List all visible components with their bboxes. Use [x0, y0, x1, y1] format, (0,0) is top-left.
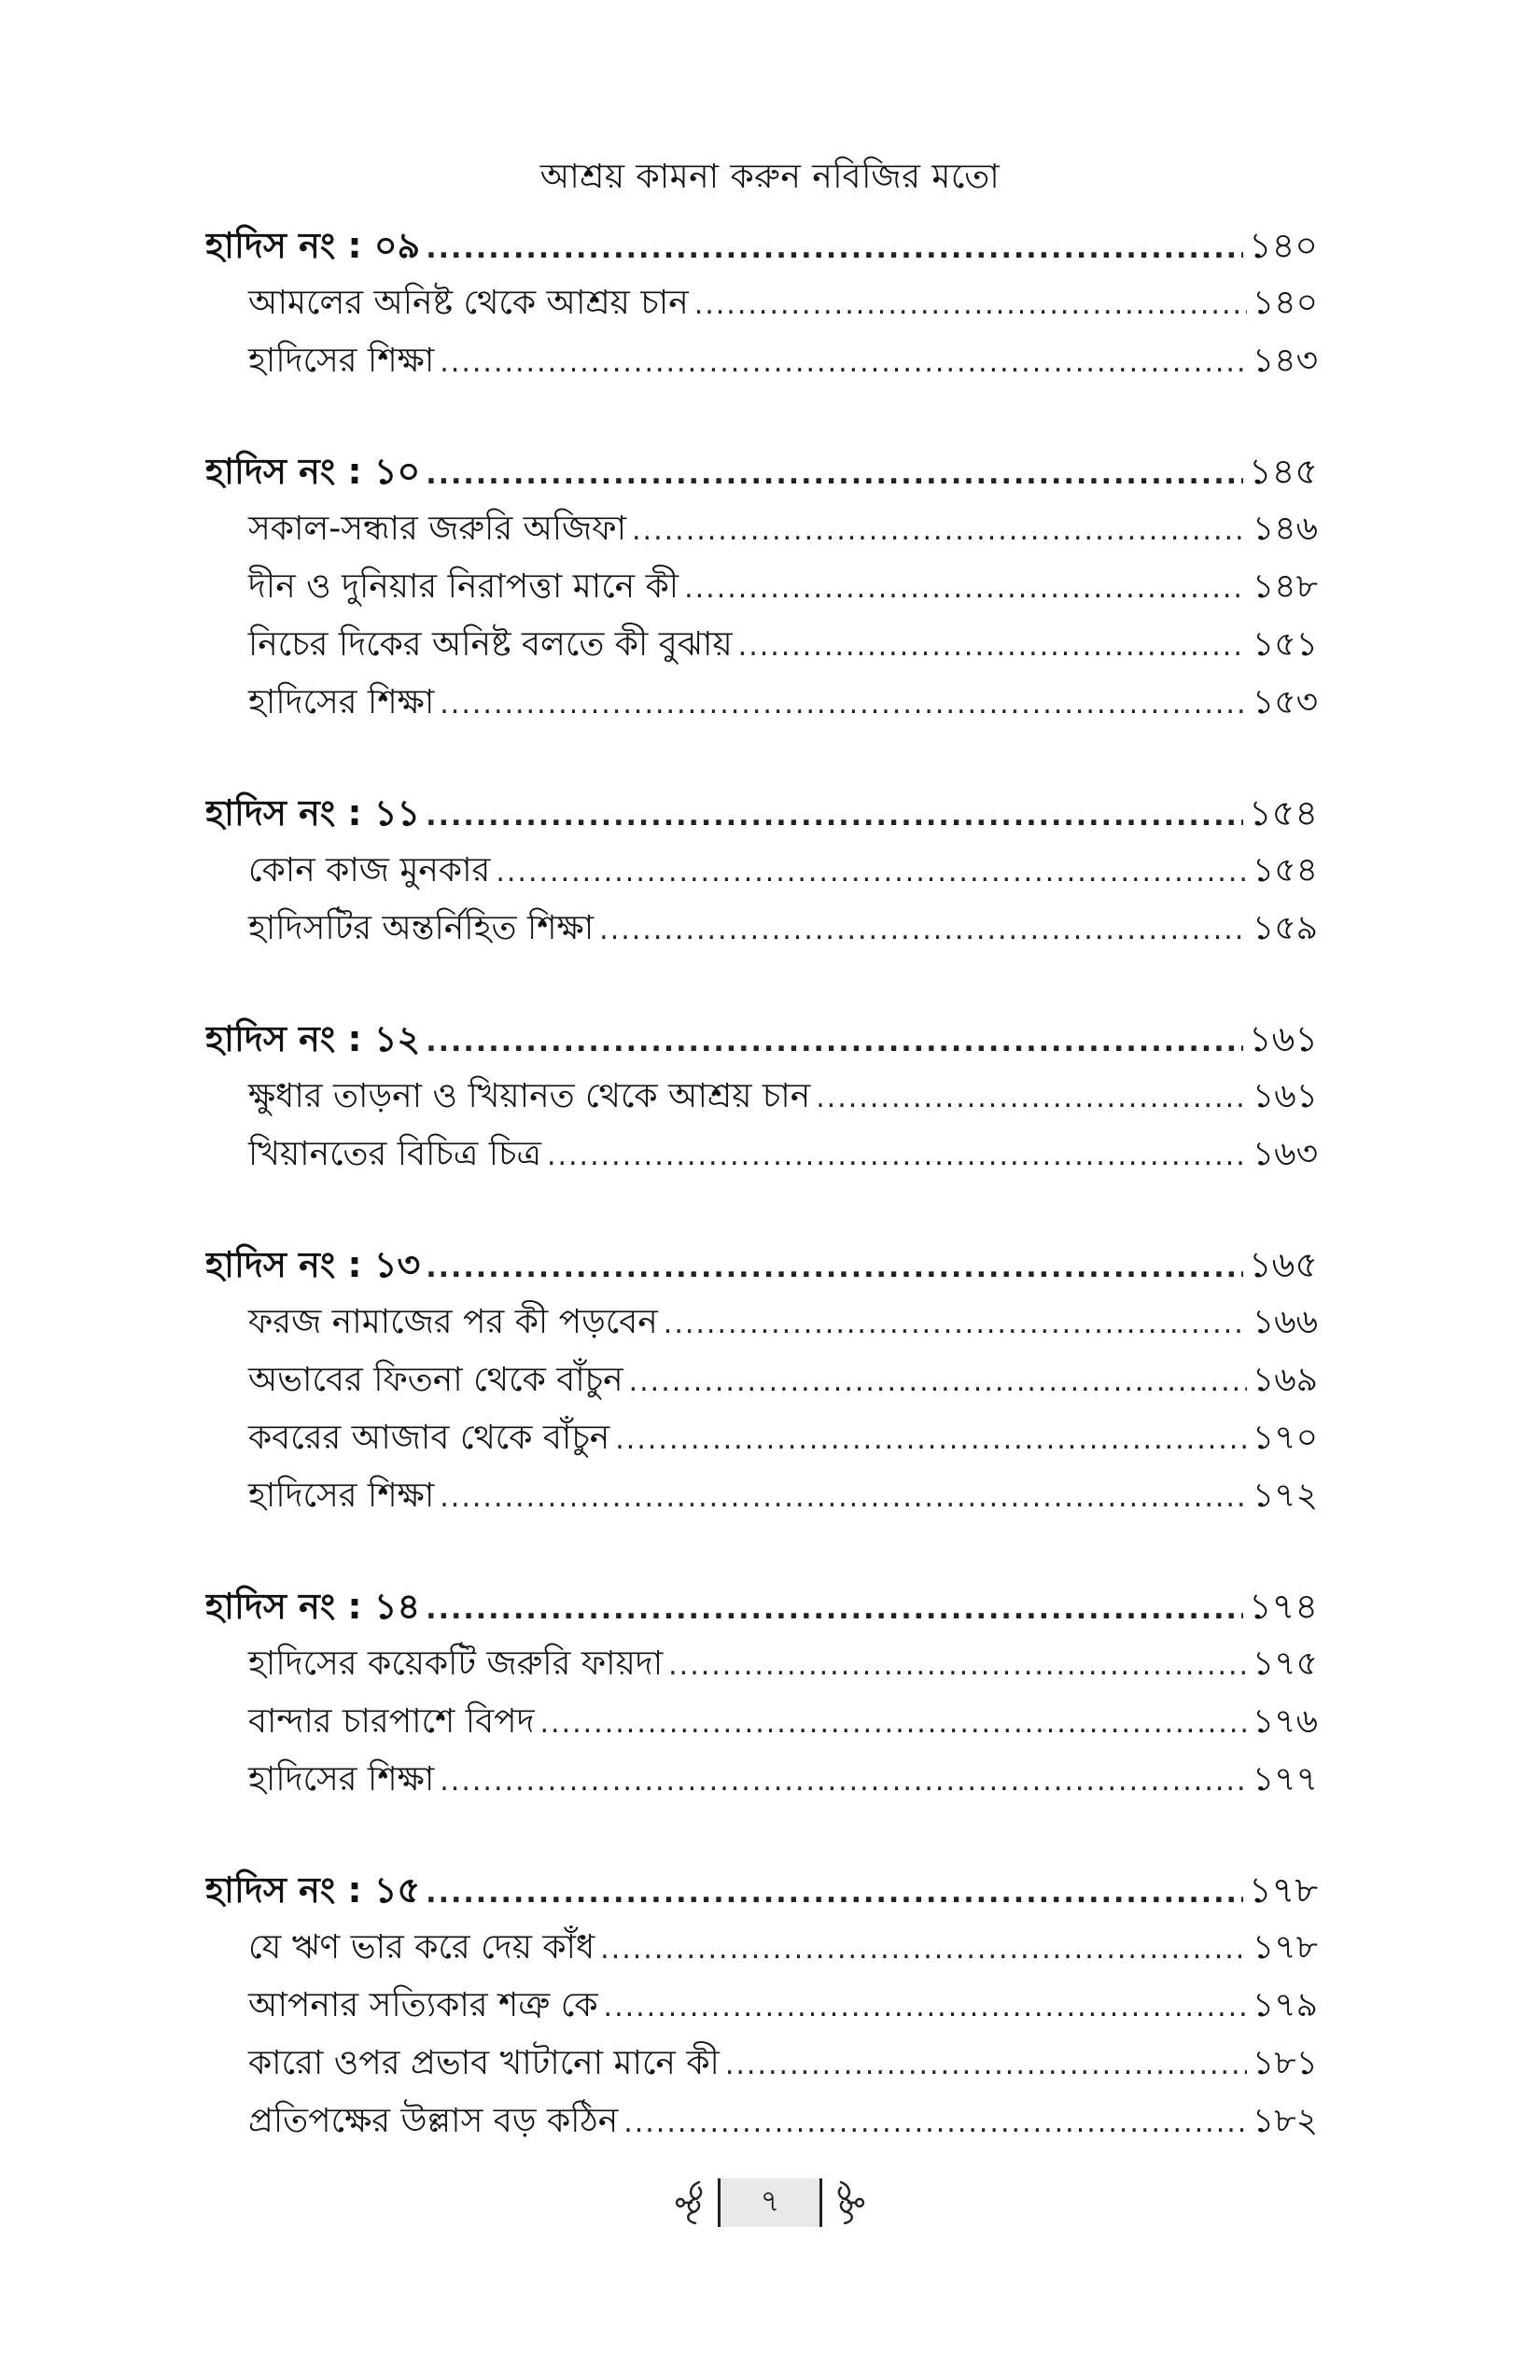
dot-leader [725, 2037, 1247, 2093]
dot-leader [440, 334, 1247, 390]
dot-leader [604, 1979, 1247, 2035]
toc-section [205, 1010, 1318, 1183]
toc-entry-title: কবরের আজাব থেকে বাঁচুন [248, 1419, 610, 1457]
toc-heading-row[interactable] [205, 1861, 1318, 1919]
toc-entry-title: হাদিসের শিক্ষা [248, 683, 435, 721]
dot-leader [599, 902, 1247, 958]
dot-leader [426, 788, 1243, 842]
dot-leader [540, 1695, 1247, 1751]
table-of-contents [205, 217, 1318, 2150]
toc-entry-title: দীন ও দুনিয়ার নিরাপত্তা মানে কী [248, 567, 679, 606]
toc-page-number: ১৬৫ [1248, 1244, 1318, 1285]
toc-entry-row[interactable] [205, 1068, 1318, 1126]
toc-entry-title: খিয়ানতের বিচিত্র চিত্র [248, 1135, 541, 1173]
toc-page-number: ১৬১ [1248, 1018, 1318, 1059]
toc-entry-row[interactable] [205, 1126, 1318, 1183]
toc-heading-title: হাদিস নং : ১৫ [205, 1869, 421, 1911]
dot-leader [668, 1637, 1247, 1693]
toc-page-number: ১৫৯ [1252, 909, 1318, 947]
toc-entry-title: হাদিসটির অন্তর্নিহিত শিক্ষা [248, 909, 595, 947]
toc-heading-title: হাদিস নং : ০৯ [205, 225, 421, 266]
toc-section [205, 217, 1318, 390]
toc-page-number: ১৭৭ [1252, 1760, 1318, 1799]
toc-entry-row[interactable] [205, 674, 1318, 732]
dot-leader [623, 2094, 1247, 2150]
toc-page-number: ১৬৩ [1252, 1135, 1318, 1173]
toc-heading-row[interactable] [205, 1010, 1318, 1068]
dot-leader [426, 1865, 1243, 1919]
toc-page-number: ১৭০ [1252, 1419, 1318, 1457]
dot-leader [496, 844, 1247, 900]
dot-leader [426, 1014, 1243, 1068]
floral-ornament-icon [832, 2177, 873, 2229]
toc-entry-title: নিচের দিকের অনিষ্ট বলতে কী বুঝায় [248, 625, 733, 664]
toc-heading-title: হাদিস নং : ১৩ [205, 1244, 421, 1285]
toc-page-number: ১৫৪ [1249, 792, 1318, 833]
toc-page-number: ১৪৩ [1252, 342, 1318, 380]
toc-page-number: ১৮১ [1252, 2044, 1318, 2082]
dot-leader [738, 618, 1247, 674]
toc-section [205, 1236, 1318, 1525]
toc-heading-title: হাদিস নং : ১৪ [205, 1586, 421, 1627]
toc-entry-row[interactable] [205, 1977, 1318, 2035]
toc-page-number: ১৪৬ [1252, 510, 1318, 548]
toc-entry-title: হাদিসের শিক্ষা [248, 1477, 435, 1515]
toc-heading-row[interactable] [205, 1236, 1318, 1294]
toc-heading-row[interactable] [205, 784, 1318, 842]
toc-heading-row[interactable] [205, 1577, 1318, 1635]
toc-entry-row[interactable] [205, 1919, 1318, 1977]
dot-leader [615, 1411, 1247, 1467]
toc-entry-title: কোন কাজ মুনকার [248, 851, 491, 889]
toc-entry-title: বান্দার চারপাশে বিপদ [248, 1702, 535, 1741]
toc-page-number: ১৬১ [1252, 1077, 1318, 1115]
toc-heading-row[interactable] [205, 217, 1318, 274]
toc-entry-row[interactable] [205, 616, 1318, 674]
toc-entry-row[interactable] [205, 1635, 1318, 1693]
toc-entry-row[interactable] [205, 900, 1318, 958]
dot-leader [816, 1070, 1247, 1126]
toc-entry-title: যে ঋণ ভার করে দেয় কাঁধ [248, 1928, 595, 1967]
floral-ornament-icon [667, 2177, 708, 2229]
toc-section [205, 1577, 1318, 1809]
dot-leader [426, 446, 1243, 500]
dot-leader [684, 560, 1247, 616]
page-footer [0, 2177, 1540, 2229]
running-header: আশ্রয় কামনা করুন নবিজির মতো [539, 158, 1001, 196]
toc-page-number: ১৬৯ [1252, 1361, 1318, 1399]
dot-leader [440, 676, 1247, 732]
dot-leader [440, 1753, 1247, 1809]
dot-leader [600, 1921, 1247, 1977]
dot-leader [440, 1469, 1247, 1525]
toc-page-number: ১৭২ [1252, 1477, 1318, 1515]
toc-entry-title: হাদিসের কয়েকটি জরুরি ফায়দা [248, 1645, 664, 1683]
toc-section [205, 1861, 1318, 2150]
dot-leader [547, 1127, 1247, 1183]
toc-page-number: ১৭৫ [1252, 1645, 1318, 1683]
toc-entry-title: ক্ষুধার তাড়না ও খিয়ানত থেকে আশ্রয় চান [248, 1077, 811, 1115]
toc-entry-row[interactable] [205, 1294, 1318, 1351]
toc-heading-row[interactable] [205, 442, 1318, 500]
dot-leader [426, 220, 1243, 274]
toc-entry-row[interactable] [205, 1409, 1318, 1467]
toc-entry-title: কারো ওপর প্রভাব খাটানো মানে কী [248, 2044, 720, 2082]
toc-entry-row[interactable] [205, 2093, 1318, 2150]
toc-entry-title: হাদিসের শিক্ষা [248, 1760, 435, 1799]
toc-entry-row[interactable] [205, 1351, 1318, 1409]
toc-page-number: ১৭৬ [1252, 1702, 1318, 1741]
toc-page-number: ১৪৫ [1249, 451, 1318, 492]
dot-leader [426, 1581, 1243, 1635]
toc-page-number: ১৫১ [1252, 625, 1318, 664]
toc-entry-row[interactable] [205, 500, 1318, 558]
toc-page-number: ১৬৬ [1252, 1303, 1318, 1341]
toc-entry-title: হাদিসের শিক্ষা [248, 342, 435, 380]
toc-page-number: ১৭৮ [1248, 1869, 1318, 1911]
page-number: ৭ [718, 2178, 822, 2227]
dot-leader [632, 502, 1247, 558]
toc-section [205, 784, 1318, 958]
toc-page-number: ১৪৮ [1252, 567, 1318, 606]
toc-heading-title: হাদিস নং : ১১ [205, 792, 421, 833]
toc-entry-title: সকাল-সন্ধার জরুরি অজিফা [248, 510, 627, 548]
dot-leader [629, 1353, 1247, 1409]
toc-entry-title: ফরজ নামাজের পর কী পড়বেন [248, 1303, 658, 1341]
toc-page-number: ১৭৮ [1252, 1928, 1318, 1967]
toc-entry-title: আমলের অনিষ্ট থেকে আশ্রয় চান [248, 284, 689, 322]
toc-page-number: ১৫৪ [1252, 851, 1318, 889]
toc-entry-row[interactable] [205, 842, 1318, 900]
dot-leader [664, 1295, 1247, 1351]
toc-entry-title: আপনার সত্যিকার শত্রু কে [248, 1986, 598, 2024]
toc-heading-title: হাদিস নং : ১২ [205, 1018, 421, 1059]
toc-page-number: ১৭৯ [1252, 1986, 1318, 2024]
toc-entry-row[interactable] [205, 558, 1318, 616]
dot-leader [426, 1239, 1243, 1294]
toc-page-number: ১৮২ [1252, 2102, 1318, 2140]
toc-entry-title: প্রতিপক্ষের উল্লাস বড় কঠিন [248, 2102, 619, 2140]
toc-entry-title: অভাবের ফিতনা থেকে বাঁচুন [248, 1361, 623, 1399]
dot-leader [694, 276, 1247, 332]
toc-entry-row[interactable] [205, 1467, 1318, 1525]
toc-entry-row[interactable] [205, 2035, 1318, 2093]
toc-entry-row[interactable] [205, 1693, 1318, 1751]
toc-page-number: ১৪০ [1248, 225, 1318, 266]
toc-entry-row[interactable] [205, 274, 1318, 332]
toc-page-number: ১৫৩ [1252, 683, 1318, 721]
toc-page-number: ১৭৪ [1248, 1586, 1318, 1627]
toc-page-number: ১৪০ [1252, 284, 1318, 322]
toc-heading-title: হাদিস নং : ১০ [205, 451, 421, 492]
toc-entry-row[interactable] [205, 332, 1318, 390]
toc-entry-row[interactable] [205, 1751, 1318, 1809]
toc-section [205, 442, 1318, 732]
